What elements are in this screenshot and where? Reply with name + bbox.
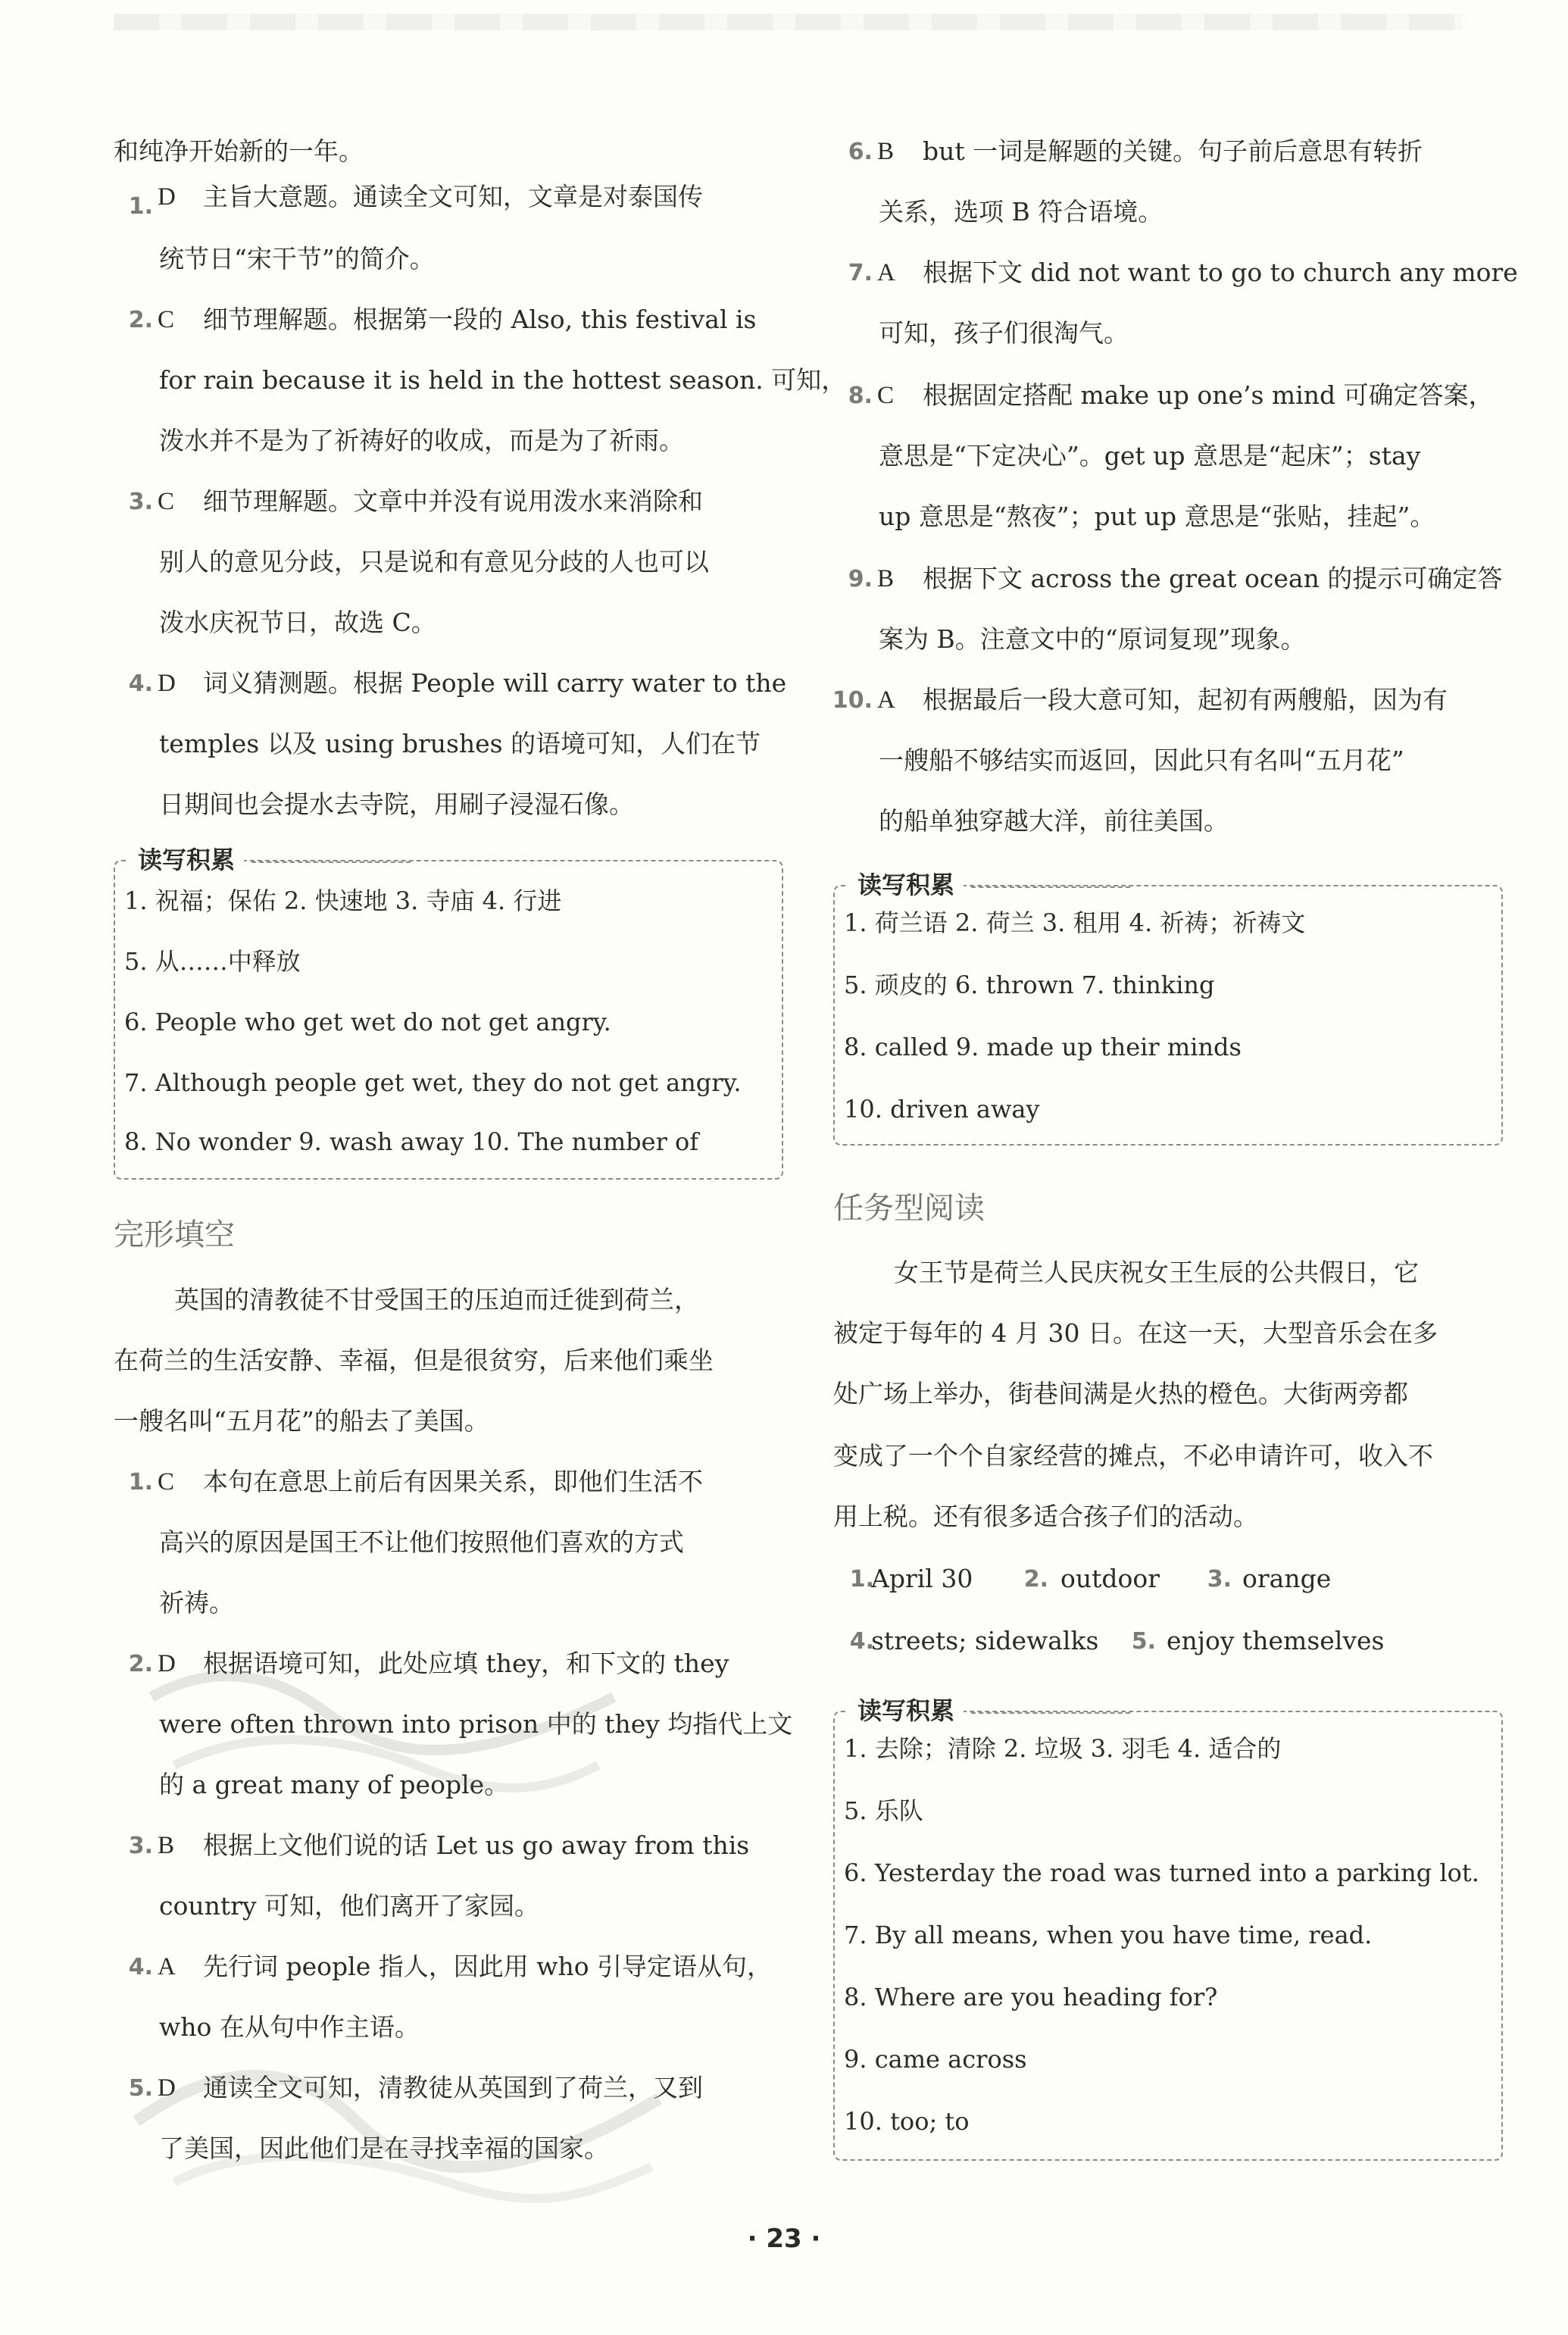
item-number: 1. xyxy=(128,1469,153,1496)
item-text: 统节日“宋干节”的简介。 xyxy=(159,244,435,274)
item-text: 的 a great many of people。 xyxy=(159,1770,510,1799)
intro-line: 女王节是荷兰人民庆祝女王生辰的公共假日，它 xyxy=(894,1258,1419,1287)
item-text: 根据固定搭配 make up one’s mind 可确定答案， xyxy=(923,380,1494,410)
box-line: 7. By all means, when you have time, read. xyxy=(844,1921,1373,1949)
accumulation-box xyxy=(114,846,783,1180)
item-number: 2. xyxy=(128,1651,153,1677)
item-text: but 一词是解题的关键。句子前后意思有转折 xyxy=(923,136,1423,166)
item-text: 细节理解题。文章中并没有说用泼水来消除和 xyxy=(203,486,703,516)
box-title: 读写积累 xyxy=(129,843,244,877)
item-letter: D xyxy=(158,2074,176,2102)
answer-number: 2. xyxy=(1023,1566,1048,1593)
section-heading: 完形填空 xyxy=(114,1218,235,1252)
item-text: 高兴的原因是国王不让他们按照他们喜欢的方式 xyxy=(159,1527,684,1557)
item-text: 根据语境可知，此处应填 they，和下文的 they xyxy=(203,1649,729,1678)
item-letter: C xyxy=(877,382,895,409)
watermark-mark xyxy=(144,1652,629,1803)
answer-text: April 30 xyxy=(871,1564,973,1593)
item-text: 日期间也会提水去寺院，用刷子浸湿石像。 xyxy=(159,789,634,819)
item-number: 4. xyxy=(128,670,153,697)
item-number: 3. xyxy=(128,489,153,515)
item-letter: C xyxy=(158,306,175,333)
item-text: 细节理解题。根据第一段的 Also, this festival is xyxy=(203,305,757,334)
item-text: for rain because it is held in the hottest season. 可知， xyxy=(159,365,847,395)
answer-number: 4. xyxy=(849,1628,874,1655)
box-line: 5. 乐队 xyxy=(844,1796,923,1825)
item-text: 根据最后一段大意可知，起初有两艘船，因为有 xyxy=(923,685,1448,714)
item-text: 一艘船不够结实而返回，因此只有名叫“五月花” xyxy=(879,746,1404,775)
item-letter: C xyxy=(158,1468,175,1496)
box-line: 8. Where are you heading for? xyxy=(844,1983,1218,2011)
box-line: 9. came across xyxy=(844,2045,1027,2074)
intro-line: 处广场上举办，街巷间满是火热的橙色。大街两旁都 xyxy=(833,1379,1408,1408)
box-title: 读写积累 xyxy=(848,868,964,902)
page-number-value: 23 xyxy=(766,2224,802,2254)
item-number: 1. xyxy=(128,193,153,220)
item-number: 5. xyxy=(128,2075,153,2102)
item-text: 祈祷。 xyxy=(159,1588,234,1618)
box-line: 1. 祝福；保佑 2. 快速地 3. 寺庙 4. 行进 xyxy=(124,886,562,915)
intro-line: 一艘名叫“五月花”的船去了美国。 xyxy=(114,1406,489,1436)
item-number: 3. xyxy=(128,1833,153,1859)
answer-number: 1. xyxy=(849,1566,874,1593)
answer-number: 3. xyxy=(1207,1566,1232,1593)
item-letter: D xyxy=(158,183,176,211)
box-title: 读写积累 xyxy=(848,1694,964,1727)
item-text: 主旨大意题。通读全文可知，文章是对泰国传 xyxy=(203,182,703,211)
item-letter: C xyxy=(158,488,175,515)
item-letter: A xyxy=(877,686,895,714)
answer-text: outdoor xyxy=(1060,1564,1160,1593)
item-text: were often thrown into prison 中的 they 均指代上文 xyxy=(159,1709,793,1739)
header-strip xyxy=(114,14,1462,30)
item-number: 4. xyxy=(128,1954,153,1980)
item-text: 根据下文 did not want to go to church any more xyxy=(923,258,1518,287)
watermark-mark xyxy=(129,2030,674,2205)
item-letter: A xyxy=(158,1953,176,1980)
box-line: 6. People who get wet do not get angry. xyxy=(124,1008,611,1036)
item-text: 别人的意见分歧，只是说和有意见分歧的人也可以 xyxy=(159,547,709,577)
box-line: 1. 荷兰语 2. 荷兰 3. 租用 4. 祈祷；祈祷文 xyxy=(844,908,1306,937)
item-letter: B xyxy=(158,1832,175,1859)
item-text: up 意思是“熬夜”；put up 意思是“张贴，挂起”。 xyxy=(879,502,1435,531)
answer-text: enjoy themselves xyxy=(1167,1626,1385,1655)
intro-line: 用上税。还有很多适合孩子们的活动。 xyxy=(833,1502,1258,1531)
item-text: 了美国，因此他们是在寻找幸福的国家。 xyxy=(159,2133,609,2163)
box-line: 5. 从……中释放 xyxy=(124,947,301,976)
item-number: 7. xyxy=(848,260,873,286)
box-line: 7. Although people get wet, they do not get angry. xyxy=(124,1068,742,1097)
item-letter: B xyxy=(877,138,895,165)
answer-number: 5. xyxy=(1131,1628,1156,1655)
item-text: 案为 B。注意文中的“原词复现”现象。 xyxy=(879,624,1306,654)
item-text: 本句在意思上前后有因果关系，即他们生活不 xyxy=(203,1467,703,1496)
box-line: 1. 去除；清除 2. 垃圾 3. 羽毛 4. 适合的 xyxy=(844,1734,1282,1763)
intro-line: 英国的清教徒不甘受国王的压迫而迁徙到荷兰， xyxy=(174,1285,699,1314)
item-text: 通读全文可知，清教徒从英国到了荷兰，又到 xyxy=(203,2073,703,2102)
item-text: 关系，选项 B 符合语境。 xyxy=(879,197,1164,227)
box-line: 8. No wonder 9. wash away 10. The number of xyxy=(124,1127,699,1156)
intro-line: 变成了一个个自家经营的摊点，不必申请许可，收入不 xyxy=(833,1441,1433,1471)
item-letter: B xyxy=(877,565,895,592)
intro-line: 和纯净开始新的一年。 xyxy=(114,136,364,166)
item-number: 9. xyxy=(848,566,873,592)
section-heading: 任务型阅读 xyxy=(833,1191,985,1226)
box-line: 8. called 9. made up their minds xyxy=(844,1033,1242,1061)
intro-line: 在荷兰的生活安静、幸福，但是很贫穷，后来他们乘坐 xyxy=(114,1346,714,1375)
intro-line: 被定于每年的 4 月 30 日。在这一天，大型音乐会在多 xyxy=(833,1318,1438,1348)
box-line: 10. too; to xyxy=(844,2107,970,2136)
item-number: 10. xyxy=(832,687,873,714)
item-text: 词义猜测题。根据 People will carry water to the xyxy=(203,668,787,698)
accumulation-box xyxy=(833,1696,1503,2161)
item-letter: D xyxy=(158,1650,176,1677)
box-line: 10. driven away xyxy=(844,1095,1040,1124)
item-text: temples 以及 using brushes 的语境可知，人们在节 xyxy=(159,729,761,758)
item-text: who 在从句中作主语。 xyxy=(159,2012,420,2042)
item-letter: A xyxy=(877,259,895,286)
item-text: 可知，孩子们很淘气。 xyxy=(879,318,1129,348)
item-text: 根据上文他们说的话 Let us go away from this xyxy=(203,1830,750,1860)
item-text: 意思是“下定决心”。get up 意思是“起床”；stay xyxy=(879,441,1421,470)
item-text: country 可知，他们离开了家园。 xyxy=(159,1891,540,1921)
page-number: · 23 · xyxy=(747,2224,821,2254)
item-text: 根据下文 across the great ocean 的提示可确定答 xyxy=(923,564,1503,593)
item-number: 6. xyxy=(848,139,873,165)
item-number: 8. xyxy=(848,383,873,409)
answer-text: streets; sidewalks xyxy=(871,1626,1099,1655)
item-number: 2. xyxy=(128,307,153,333)
accumulation-box xyxy=(833,871,1503,1146)
item-text: 的船单独穿越大洋，前往美国。 xyxy=(879,806,1229,836)
item-text: 泼水并不是为了祈祷好的收成，而是为了祈雨。 xyxy=(159,426,684,455)
item-text: 泼水庆祝节日，故选 C。 xyxy=(159,608,436,637)
item-letter: D xyxy=(158,670,176,697)
box-line: 5. 顽皮的 6. thrown 7. thinking xyxy=(844,971,1215,999)
answer-text: orange xyxy=(1242,1564,1332,1593)
item-text: 先行词 people 指人，因此用 who 引导定语从句， xyxy=(203,1952,773,1981)
box-line: 6. Yesterday the road was turned into a parking lot. xyxy=(844,1858,1479,1887)
